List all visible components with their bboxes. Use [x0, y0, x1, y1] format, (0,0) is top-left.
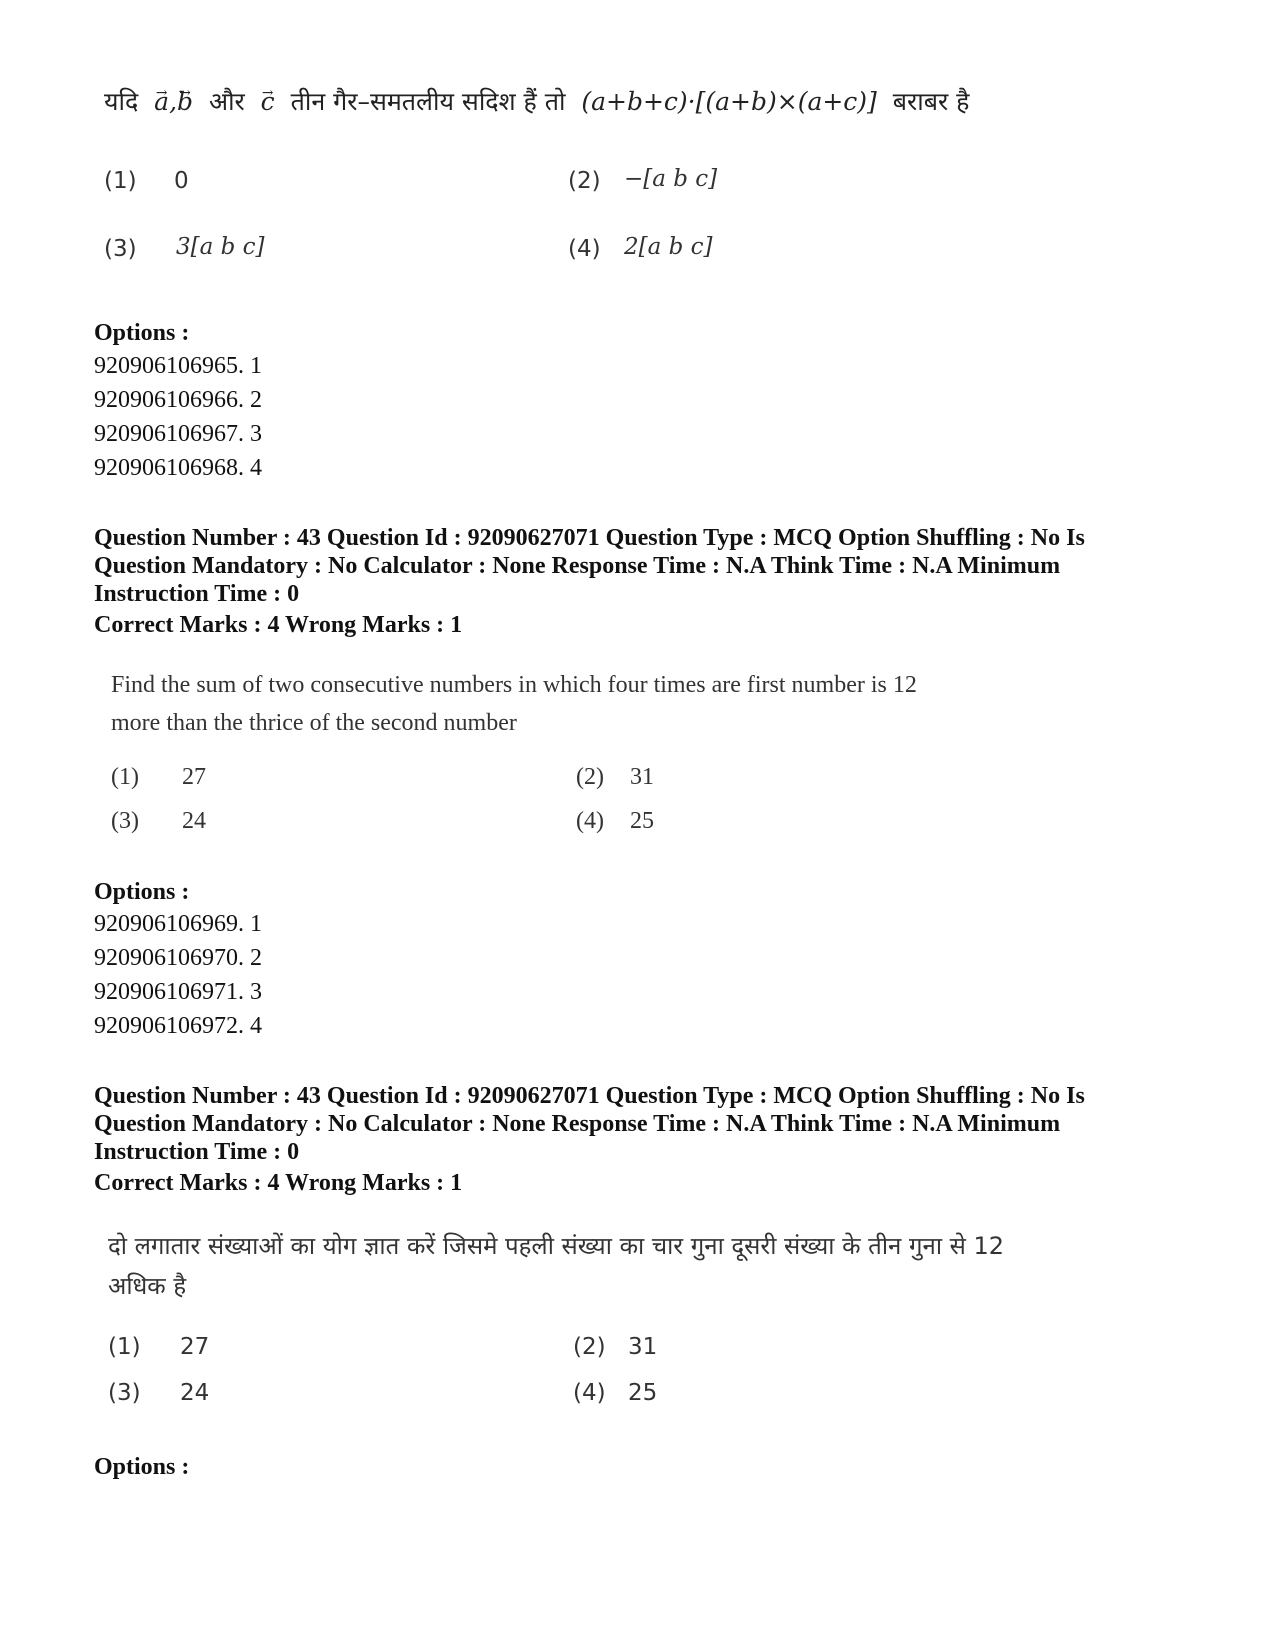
stem-line: more than the thrice of the second number — [111, 710, 517, 736]
vector-c: → c — [261, 82, 275, 122]
q43-en-option-2-value: 31 — [630, 764, 654, 790]
q43-hi-option-4-num: (4) — [573, 1380, 606, 1406]
q43-en-option-1-value: 27 — [182, 764, 206, 790]
question-header-line: Question Number : 43 Question Id : 92090627071 Question Type : MCQ Option Shuffling : No Is — [94, 525, 1085, 551]
option-id: 920906106969. 1 — [94, 911, 262, 937]
question-header-line: Instruction Time : 0 — [94, 581, 300, 607]
option-id: 920906106970. 2 — [94, 945, 262, 971]
q43-en-option-3-value: 24 — [182, 808, 206, 834]
question-header-line: Instruction Time : 0 — [94, 1139, 300, 1165]
q42-option-3-num: (3) — [104, 236, 137, 262]
stem-line: दो लगातार संख्याओं का योग ज्ञात करें जिसमे पहली संख्या का चार गुना दूसरी संख्या के तीन गुना से 12 — [108, 1232, 1005, 1260]
q43-hi-option-1-value: 27 — [180, 1334, 210, 1360]
q43-en-option-1-num: (1) — [111, 764, 139, 790]
q42-option-1-value: 0 — [174, 168, 189, 194]
q43-hi-option-3-value: 24 — [180, 1380, 210, 1406]
question-header-line: Question Mandatory : No Calculator : None Response Time : N.A Think Time : N.A Minimum — [94, 1111, 1061, 1137]
q43-hi-option-2-value: 31 — [628, 1334, 658, 1360]
stem-line: Find the sum of two consecutive numbers in which four times are first number is 12 — [111, 672, 917, 698]
vector-b: → b — [177, 82, 193, 122]
question-header-line: Question Number : 43 Question Id : 92090627071 Question Type : MCQ Option Shuffling : No Is — [94, 1083, 1085, 1109]
option-id: 920906106965. 1 — [94, 353, 262, 379]
question-header-line: Question Mandatory : No Calculator : None Response Time : N.A Think Time : N.A Minimum — [94, 553, 1061, 579]
q43-en-option-4-num: (4) — [576, 808, 604, 834]
q43-en-marks: Correct Marks : 4 Wrong Marks : 1 — [94, 612, 463, 638]
q43-en-option-2-num: (2) — [576, 764, 604, 790]
q42-stem-suffix: बराबर है — [892, 87, 970, 116]
q42-and-word: और — [208, 87, 245, 116]
q43-hi-option-3-num: (3) — [108, 1380, 141, 1406]
q42-option-4-num: (4) — [568, 236, 601, 262]
q42-option-2-value: −[a b c] — [624, 166, 718, 192]
option-id: 920906106967. 3 — [94, 421, 262, 447]
q43-hi-stem — [108, 1226, 1004, 1306]
q42-stem-prefix: यदि — [104, 87, 139, 116]
q42-stem: यदि → a,→ b और → c तीन गैर–समतलीय सदिश हैं तो (a+b+c)·[(a+b)×(a+c)] बराबर है — [104, 82, 969, 122]
option-id: 920906106966. 2 — [94, 387, 262, 413]
vector-a: → a — [154, 82, 169, 122]
q43-hi-marks: Correct Marks : 4 Wrong Marks : 1 — [94, 1170, 463, 1196]
q43-hi-option-1-num: (1) — [108, 1334, 141, 1360]
stem-line: अधिक है — [108, 1272, 187, 1300]
q42-option-1-num: (1) — [104, 168, 137, 194]
q43-en-header — [94, 524, 1085, 608]
q43-hi-option-2-num: (2) — [573, 1334, 606, 1360]
q43-en-options-label: Options : — [94, 879, 190, 905]
q42-option-3-value: 3[a b c] — [176, 234, 265, 260]
q42-option-2-num: (2) — [568, 168, 601, 194]
q42-options-label: Options : — [94, 320, 190, 346]
q43-hi-header — [94, 1082, 1085, 1166]
option-id: 920906106971. 3 — [94, 979, 262, 1005]
q42-expression: (a+b+c)·[(a+b)×(a+c)] — [581, 87, 877, 116]
q42-option-4-value: 2[a b c] — [624, 234, 713, 260]
q42-option-id-list — [94, 349, 262, 485]
q43-en-option-id-list — [94, 907, 262, 1043]
q43-hi-option-4-value: 25 — [628, 1380, 658, 1406]
q43-en-stem — [111, 666, 917, 742]
option-id: 920906106968. 4 — [94, 455, 262, 481]
q43-en-option-3-num: (3) — [111, 808, 139, 834]
option-id: 920906106972. 4 — [94, 1013, 262, 1039]
q42-stem-mid: तीन गैर–समतलीय सदिश हैं तो — [290, 87, 566, 116]
q43-en-option-4-value: 25 — [630, 808, 654, 834]
q43-hi-options-label: Options : — [94, 1454, 190, 1480]
